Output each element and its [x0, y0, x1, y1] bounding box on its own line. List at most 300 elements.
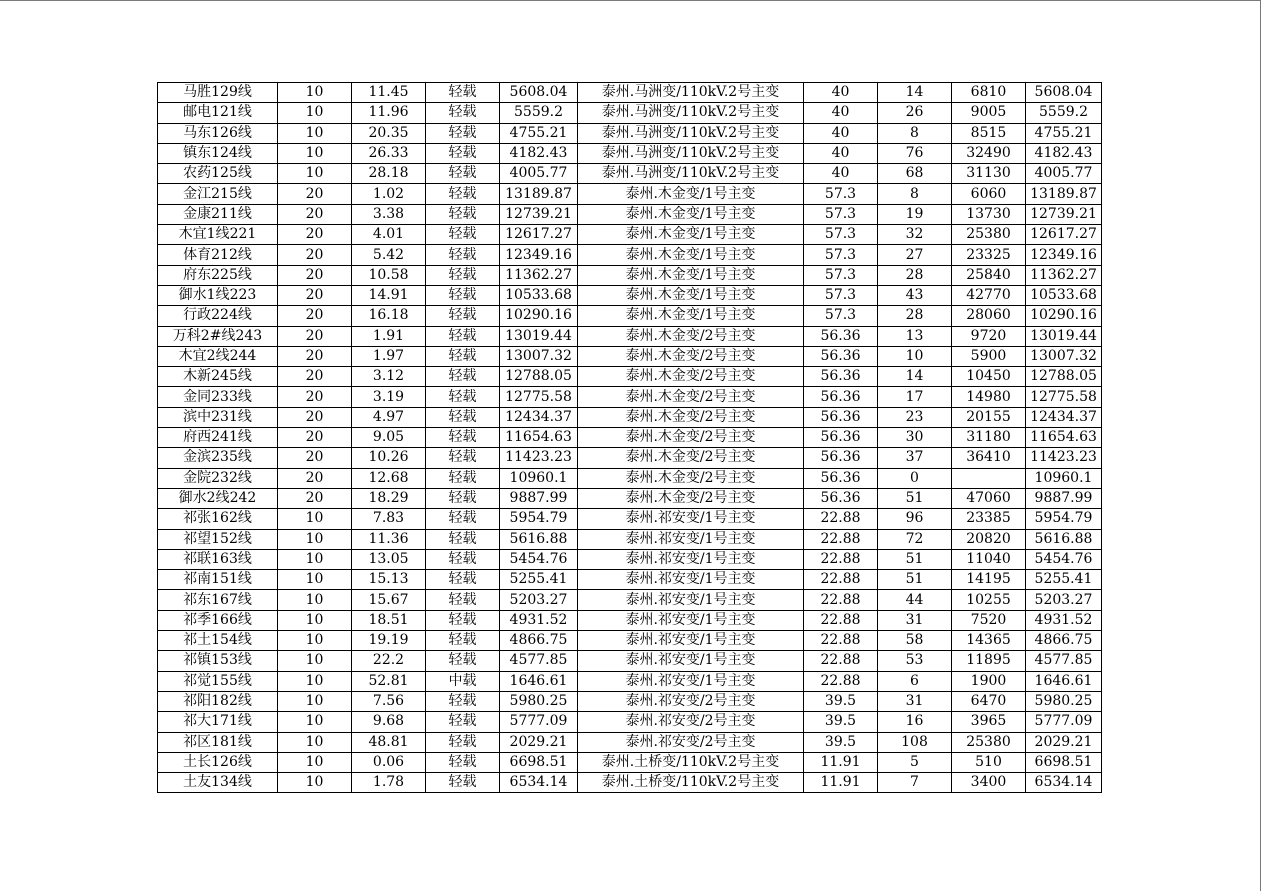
cell-load-status: 轻载	[426, 773, 500, 793]
cell-installed-capacity: 3400	[952, 773, 1026, 793]
cell-load-status: 轻载	[426, 631, 500, 651]
table-row	[158, 712, 1102, 732]
cell-load-rate: 11.96	[352, 103, 426, 123]
cell-voltage-level: 10	[278, 671, 352, 691]
cell-installed-capacity: 8515	[952, 123, 1026, 143]
cell-user-count: 13	[878, 326, 952, 346]
cell-available-capacity: 5954.79	[1026, 509, 1102, 529]
cell-transformer-capacity: 56.36	[804, 448, 878, 468]
cell-available-capacity: 5980.25	[1026, 691, 1102, 711]
cell-substation-transformer: 泰州.土桥变/110kV.2号主变	[578, 773, 804, 793]
table-row	[158, 265, 1102, 285]
cell-installed-capacity	[952, 468, 1026, 488]
cell-available-capacity: 6534.14	[1026, 773, 1102, 793]
cell-voltage-level: 10	[278, 123, 352, 143]
cell-remaining-capacity: 4866.75	[500, 631, 578, 651]
cell-line-name: 祁土154线	[158, 631, 278, 651]
cell-installed-capacity: 13730	[952, 204, 1026, 224]
cell-line-name: 祁觉155线	[158, 671, 278, 691]
cell-user-count: 28	[878, 306, 952, 326]
cell-available-capacity: 5777.09	[1026, 712, 1102, 732]
cell-remaining-capacity: 4005.77	[500, 164, 578, 184]
cell-available-capacity: 5559.2	[1026, 103, 1102, 123]
cell-voltage-level: 20	[278, 407, 352, 427]
cell-remaining-capacity: 4577.85	[500, 651, 578, 671]
table-row	[158, 225, 1102, 245]
cell-available-capacity: 12788.05	[1026, 367, 1102, 387]
cell-available-capacity: 10533.68	[1026, 285, 1102, 305]
cell-load-status: 轻载	[426, 590, 500, 610]
cell-load-rate: 48.81	[352, 732, 426, 752]
cell-user-count: 44	[878, 590, 952, 610]
cell-load-status: 轻载	[426, 83, 500, 103]
cell-user-count: 31	[878, 610, 952, 630]
cell-load-rate: 4.01	[352, 225, 426, 245]
cell-available-capacity: 13007.32	[1026, 346, 1102, 366]
cell-line-name: 府东225线	[158, 265, 278, 285]
cell-load-rate: 7.56	[352, 691, 426, 711]
cell-available-capacity: 1646.61	[1026, 671, 1102, 691]
cell-installed-capacity: 9005	[952, 103, 1026, 123]
cell-line-name: 祁东167线	[158, 590, 278, 610]
cell-voltage-level: 10	[278, 529, 352, 549]
table-row	[158, 164, 1102, 184]
cell-available-capacity: 5203.27	[1026, 590, 1102, 610]
cell-load-status: 轻载	[426, 164, 500, 184]
cell-line-name: 祁南151线	[158, 570, 278, 590]
cell-user-count: 51	[878, 488, 952, 508]
cell-transformer-capacity: 40	[804, 103, 878, 123]
cell-installed-capacity: 6810	[952, 83, 1026, 103]
cell-user-count: 68	[878, 164, 952, 184]
cell-user-count: 8	[878, 184, 952, 204]
cell-transformer-capacity: 39.5	[804, 691, 878, 711]
cell-load-status: 轻载	[426, 346, 500, 366]
cell-load-status: 轻载	[426, 285, 500, 305]
cell-user-count: 51	[878, 570, 952, 590]
cell-load-status: 轻载	[426, 245, 500, 265]
cell-voltage-level: 20	[278, 488, 352, 508]
cell-remaining-capacity: 5454.76	[500, 549, 578, 569]
cell-voltage-level: 20	[278, 468, 352, 488]
cell-voltage-level: 20	[278, 245, 352, 265]
cell-voltage-level: 20	[278, 367, 352, 387]
cell-user-count: 14	[878, 367, 952, 387]
cell-load-rate: 19.19	[352, 631, 426, 651]
cell-voltage-level: 10	[278, 549, 352, 569]
cell-transformer-capacity: 39.5	[804, 732, 878, 752]
cell-transformer-capacity: 11.91	[804, 773, 878, 793]
table-row	[158, 671, 1102, 691]
table-row	[158, 387, 1102, 407]
cell-transformer-capacity: 56.36	[804, 367, 878, 387]
cell-installed-capacity: 23385	[952, 509, 1026, 529]
cell-available-capacity: 4005.77	[1026, 164, 1102, 184]
cell-load-status: 轻载	[426, 265, 500, 285]
cell-substation-transformer: 泰州.祁安变/1号主变	[578, 549, 804, 569]
table-row	[158, 468, 1102, 488]
cell-user-count: 7	[878, 773, 952, 793]
table-row	[158, 549, 1102, 569]
cell-voltage-level: 10	[278, 732, 352, 752]
cell-load-rate: 16.18	[352, 306, 426, 326]
cell-transformer-capacity: 56.36	[804, 407, 878, 427]
cell-substation-transformer: 泰州.木金变/1号主变	[578, 225, 804, 245]
cell-remaining-capacity: 1646.61	[500, 671, 578, 691]
cell-load-rate: 9.68	[352, 712, 426, 732]
cell-remaining-capacity: 11362.27	[500, 265, 578, 285]
cell-substation-transformer: 泰州.木金变/2号主变	[578, 488, 804, 508]
cell-installed-capacity: 23325	[952, 245, 1026, 265]
cell-line-name: 金院232线	[158, 468, 278, 488]
cell-voltage-level: 20	[278, 428, 352, 448]
cell-transformer-capacity: 39.5	[804, 712, 878, 732]
table-row	[158, 204, 1102, 224]
cell-substation-transformer: 泰州.木金变/1号主变	[578, 265, 804, 285]
cell-load-status: 轻载	[426, 712, 500, 732]
cell-remaining-capacity: 12788.05	[500, 367, 578, 387]
cell-user-count: 26	[878, 103, 952, 123]
cell-line-name: 金江215线	[158, 184, 278, 204]
table-row	[158, 407, 1102, 427]
table-row	[158, 367, 1102, 387]
table-row	[158, 610, 1102, 630]
cell-user-count: 58	[878, 631, 952, 651]
cell-available-capacity: 13189.87	[1026, 184, 1102, 204]
cell-transformer-capacity: 57.3	[804, 285, 878, 305]
table-row	[158, 773, 1102, 793]
cell-remaining-capacity: 4931.52	[500, 610, 578, 630]
cell-transformer-capacity: 22.88	[804, 529, 878, 549]
cell-load-status: 轻载	[426, 549, 500, 569]
cell-load-rate: 28.18	[352, 164, 426, 184]
cell-line-name: 镇东124线	[158, 143, 278, 163]
cell-substation-transformer: 泰州.祁安变/1号主变	[578, 631, 804, 651]
cell-substation-transformer: 泰州.马洲变/110kV.2号主变	[578, 143, 804, 163]
table-body	[158, 83, 1102, 793]
cell-line-name: 木宜1线221	[158, 225, 278, 245]
cell-user-count: 37	[878, 448, 952, 468]
cell-installed-capacity: 6470	[952, 691, 1026, 711]
cell-line-name: 祁区181线	[158, 732, 278, 752]
cell-line-name: 祁大171线	[158, 712, 278, 732]
cell-transformer-capacity: 22.88	[804, 671, 878, 691]
cell-installed-capacity: 25380	[952, 225, 1026, 245]
cell-voltage-level: 20	[278, 265, 352, 285]
cell-user-count: 31	[878, 691, 952, 711]
cell-load-status: 轻载	[426, 143, 500, 163]
cell-voltage-level: 10	[278, 712, 352, 732]
cell-remaining-capacity: 5608.04	[500, 83, 578, 103]
cell-remaining-capacity: 13189.87	[500, 184, 578, 204]
cell-load-rate: 11.36	[352, 529, 426, 549]
cell-remaining-capacity: 4755.21	[500, 123, 578, 143]
cell-load-status: 轻载	[426, 529, 500, 549]
cell-line-name: 木新245线	[158, 367, 278, 387]
cell-substation-transformer: 泰州.祁安变/1号主变	[578, 590, 804, 610]
cell-line-name: 祁联163线	[158, 549, 278, 569]
cell-transformer-capacity: 22.88	[804, 610, 878, 630]
cell-load-status: 轻载	[426, 691, 500, 711]
cell-user-count: 6	[878, 671, 952, 691]
cell-installed-capacity: 36410	[952, 448, 1026, 468]
cell-transformer-capacity: 40	[804, 143, 878, 163]
cell-remaining-capacity: 11654.63	[500, 428, 578, 448]
cell-load-status: 轻载	[426, 204, 500, 224]
cell-transformer-capacity: 22.88	[804, 509, 878, 529]
cell-installed-capacity: 20820	[952, 529, 1026, 549]
cell-available-capacity: 4577.85	[1026, 651, 1102, 671]
cell-installed-capacity: 1900	[952, 671, 1026, 691]
cell-load-status: 轻载	[426, 326, 500, 346]
cell-remaining-capacity: 12434.37	[500, 407, 578, 427]
cell-substation-transformer: 泰州.马洲变/110kV.2号主变	[578, 103, 804, 123]
cell-load-rate: 5.42	[352, 245, 426, 265]
cell-user-count: 51	[878, 549, 952, 569]
cell-available-capacity: 11423.23	[1026, 448, 1102, 468]
table-row	[158, 103, 1102, 123]
cell-load-rate: 14.91	[352, 285, 426, 305]
cell-voltage-level: 20	[278, 448, 352, 468]
cell-transformer-capacity: 57.3	[804, 225, 878, 245]
cell-load-status: 轻载	[426, 570, 500, 590]
cell-load-rate: 13.05	[352, 549, 426, 569]
cell-voltage-level: 10	[278, 631, 352, 651]
cell-load-rate: 18.29	[352, 488, 426, 508]
cell-installed-capacity: 14195	[952, 570, 1026, 590]
cell-load-rate: 9.05	[352, 428, 426, 448]
cell-user-count: 0	[878, 468, 952, 488]
cell-installed-capacity: 31180	[952, 428, 1026, 448]
cell-load-status: 轻载	[426, 184, 500, 204]
cell-substation-transformer: 泰州.木金变/1号主变	[578, 306, 804, 326]
cell-load-rate: 12.68	[352, 468, 426, 488]
cell-load-rate: 20.35	[352, 123, 426, 143]
cell-load-status: 轻载	[426, 651, 500, 671]
table-row	[158, 732, 1102, 752]
cell-user-count: 16	[878, 712, 952, 732]
cell-load-status: 轻载	[426, 488, 500, 508]
cell-load-status: 轻载	[426, 367, 500, 387]
cell-load-status: 轻载	[426, 103, 500, 123]
cell-installed-capacity: 5900	[952, 346, 1026, 366]
cell-voltage-level: 10	[278, 651, 352, 671]
cell-load-rate: 4.97	[352, 407, 426, 427]
cell-substation-transformer: 泰州.木金变/1号主变	[578, 184, 804, 204]
cell-available-capacity: 4931.52	[1026, 610, 1102, 630]
cell-remaining-capacity: 10960.1	[500, 468, 578, 488]
cell-available-capacity: 5255.41	[1026, 570, 1102, 590]
table-row	[158, 184, 1102, 204]
cell-substation-transformer: 泰州.木金变/2号主变	[578, 448, 804, 468]
cell-available-capacity: 5608.04	[1026, 83, 1102, 103]
cell-available-capacity: 4755.21	[1026, 123, 1102, 143]
cell-load-rate: 3.12	[352, 367, 426, 387]
table-row	[158, 752, 1102, 772]
table-row	[158, 306, 1102, 326]
cell-available-capacity: 10960.1	[1026, 468, 1102, 488]
cell-voltage-level: 10	[278, 570, 352, 590]
cell-line-name: 邮电121线	[158, 103, 278, 123]
cell-voltage-level: 20	[278, 285, 352, 305]
cell-remaining-capacity: 5203.27	[500, 590, 578, 610]
cell-installed-capacity: 32490	[952, 143, 1026, 163]
table-row	[158, 590, 1102, 610]
cell-remaining-capacity: 5559.2	[500, 103, 578, 123]
cell-remaining-capacity: 5980.25	[500, 691, 578, 711]
cell-remaining-capacity: 2029.21	[500, 732, 578, 752]
cell-installed-capacity: 11040	[952, 549, 1026, 569]
cell-voltage-level: 10	[278, 610, 352, 630]
cell-remaining-capacity: 12349.16	[500, 245, 578, 265]
cell-remaining-capacity: 5616.88	[500, 529, 578, 549]
cell-voltage-level: 10	[278, 773, 352, 793]
cell-load-status: 轻载	[426, 225, 500, 245]
cell-voltage-level: 10	[278, 691, 352, 711]
cell-substation-transformer: 泰州.木金变/2号主变	[578, 387, 804, 407]
cell-line-name: 祁望152线	[158, 529, 278, 549]
cell-load-status: 轻载	[426, 407, 500, 427]
cell-installed-capacity: 20155	[952, 407, 1026, 427]
cell-available-capacity: 10290.16	[1026, 306, 1102, 326]
table-row	[158, 245, 1102, 265]
cell-user-count: 27	[878, 245, 952, 265]
table-row	[158, 143, 1102, 163]
cell-voltage-level: 10	[278, 590, 352, 610]
cell-load-status: 轻载	[426, 732, 500, 752]
cell-installed-capacity: 10255	[952, 590, 1026, 610]
cell-line-name: 滨中231线	[158, 407, 278, 427]
cell-voltage-level: 10	[278, 103, 352, 123]
cell-voltage-level: 20	[278, 326, 352, 346]
cell-line-name: 金滨235线	[158, 448, 278, 468]
cell-load-status: 轻载	[426, 387, 500, 407]
cell-available-capacity: 11362.27	[1026, 265, 1102, 285]
cell-voltage-level: 10	[278, 83, 352, 103]
cell-available-capacity: 12617.27	[1026, 225, 1102, 245]
cell-load-status: 轻载	[426, 610, 500, 630]
cell-remaining-capacity: 11423.23	[500, 448, 578, 468]
cell-installed-capacity: 25840	[952, 265, 1026, 285]
cell-load-rate: 15.67	[352, 590, 426, 610]
cell-remaining-capacity: 5255.41	[500, 570, 578, 590]
cell-transformer-capacity: 40	[804, 83, 878, 103]
cell-user-count: 10	[878, 346, 952, 366]
cell-substation-transformer: 泰州.祁安变/1号主变	[578, 509, 804, 529]
cell-substation-transformer: 泰州.祁安变/2号主变	[578, 712, 804, 732]
cell-load-rate: 1.02	[352, 184, 426, 204]
cell-substation-transformer: 泰州.木金变/1号主变	[578, 245, 804, 265]
cell-remaining-capacity: 12617.27	[500, 225, 578, 245]
cell-load-rate: 10.26	[352, 448, 426, 468]
cell-substation-transformer: 泰州.木金变/2号主变	[578, 326, 804, 346]
cell-load-status: 轻载	[426, 428, 500, 448]
cell-substation-transformer: 泰州.土桥变/110kV.2号主变	[578, 752, 804, 772]
cell-line-name: 祁镇153线	[158, 651, 278, 671]
cell-available-capacity: 13019.44	[1026, 326, 1102, 346]
cell-user-count: 32	[878, 225, 952, 245]
cell-load-rate: 26.33	[352, 143, 426, 163]
cell-user-count: 23	[878, 407, 952, 427]
cell-load-status: 轻载	[426, 448, 500, 468]
cell-user-count: 5	[878, 752, 952, 772]
cell-line-name: 祁阳182线	[158, 691, 278, 711]
cell-line-name: 土友134线	[158, 773, 278, 793]
table-row	[158, 488, 1102, 508]
cell-available-capacity: 12739.21	[1026, 204, 1102, 224]
cell-load-status: 轻载	[426, 468, 500, 488]
cell-installed-capacity: 42770	[952, 285, 1026, 305]
cell-remaining-capacity: 5954.79	[500, 509, 578, 529]
cell-load-rate: 1.78	[352, 773, 426, 793]
cell-available-capacity: 12349.16	[1026, 245, 1102, 265]
cell-user-count: 8	[878, 123, 952, 143]
table-row	[158, 529, 1102, 549]
cell-load-rate: 11.45	[352, 83, 426, 103]
cell-line-name: 祁季166线	[158, 610, 278, 630]
cell-remaining-capacity: 5777.09	[500, 712, 578, 732]
cell-installed-capacity: 25380	[952, 732, 1026, 752]
cell-substation-transformer: 泰州.马洲变/110kV.2号主变	[578, 123, 804, 143]
cell-user-count: 43	[878, 285, 952, 305]
cell-substation-transformer: 泰州.祁安变/1号主变	[578, 529, 804, 549]
cell-line-name: 金同233线	[158, 387, 278, 407]
cell-line-name: 行政224线	[158, 306, 278, 326]
cell-load-status: 轻载	[426, 752, 500, 772]
cell-remaining-capacity: 10533.68	[500, 285, 578, 305]
cell-user-count: 108	[878, 732, 952, 752]
cell-line-name: 农药125线	[158, 164, 278, 184]
cell-transformer-capacity: 40	[804, 123, 878, 143]
cell-remaining-capacity: 4182.43	[500, 143, 578, 163]
cell-installed-capacity: 47060	[952, 488, 1026, 508]
cell-transformer-capacity: 11.91	[804, 752, 878, 772]
cell-load-rate: 7.83	[352, 509, 426, 529]
cell-line-name: 金康211线	[158, 204, 278, 224]
cell-load-rate: 22.2	[352, 651, 426, 671]
cell-voltage-level: 10	[278, 143, 352, 163]
cell-user-count: 19	[878, 204, 952, 224]
cell-remaining-capacity: 6698.51	[500, 752, 578, 772]
cell-available-capacity: 2029.21	[1026, 732, 1102, 752]
cell-transformer-capacity: 22.88	[804, 549, 878, 569]
cell-available-capacity: 4866.75	[1026, 631, 1102, 651]
cell-line-name: 木宜2线244	[158, 346, 278, 366]
cell-available-capacity: 5454.76	[1026, 549, 1102, 569]
cell-load-rate: 15.13	[352, 570, 426, 590]
cell-load-rate: 1.91	[352, 326, 426, 346]
table-row	[158, 326, 1102, 346]
cell-remaining-capacity: 13019.44	[500, 326, 578, 346]
cell-substation-transformer: 泰州.木金变/2号主变	[578, 428, 804, 448]
cell-installed-capacity: 6060	[952, 184, 1026, 204]
cell-installed-capacity: 14365	[952, 631, 1026, 651]
cell-transformer-capacity: 56.36	[804, 326, 878, 346]
cell-remaining-capacity: 12775.58	[500, 387, 578, 407]
cell-line-name: 土长126线	[158, 752, 278, 772]
table-row	[158, 346, 1102, 366]
cell-remaining-capacity: 13007.32	[500, 346, 578, 366]
cell-load-rate: 3.38	[352, 204, 426, 224]
cell-remaining-capacity: 12739.21	[500, 204, 578, 224]
cell-transformer-capacity: 56.36	[804, 488, 878, 508]
table-row	[158, 428, 1102, 448]
cell-transformer-capacity: 56.36	[804, 468, 878, 488]
cell-load-rate: 3.19	[352, 387, 426, 407]
cell-substation-transformer: 泰州.祁安变/1号主变	[578, 651, 804, 671]
cell-substation-transformer: 泰州.马洲变/110kV.2号主变	[578, 83, 804, 103]
cell-substation-transformer: 泰州.木金变/2号主变	[578, 468, 804, 488]
